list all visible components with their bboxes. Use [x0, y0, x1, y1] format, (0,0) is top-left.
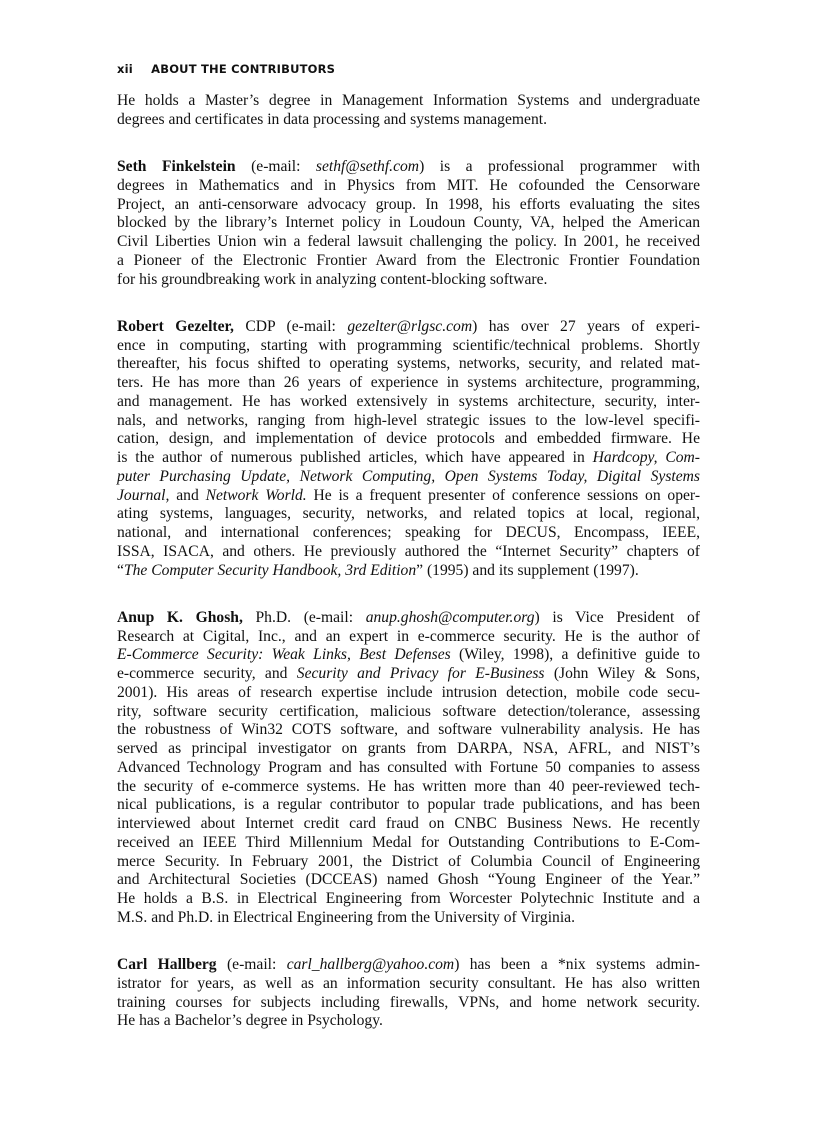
- text-line: [117, 994, 700, 1013]
- text-line: [117, 177, 700, 196]
- text-line: [117, 233, 700, 252]
- text-line: [117, 909, 700, 928]
- text-line: [117, 393, 700, 412]
- italic-text: The Computer Security Handbook, 3rd Edition: [123, 561, 417, 579]
- italic-text: Hardcopy, Com-: [592, 449, 700, 466]
- page-number: xii: [117, 62, 133, 76]
- text-line: [117, 609, 700, 628]
- text-run: and Architectural Societies (DCCEAS) named Ghosh “Young Engineer of the Year.”: [117, 871, 700, 889]
- text-run: (e-mail:: [235, 158, 316, 175]
- italic-text: sethf@sethf.com: [315, 158, 420, 175]
- text-run: cation, design, and implementation of device protocols and embedded firmware. He: [117, 430, 700, 448]
- text-run: ence in computing, starting with programming scientific/technical problems. Shortly: [117, 336, 700, 354]
- text-run: Advanced Technology Program and has consulted with Fortune 50 companies to assess: [117, 758, 700, 776]
- text-run: the security of e-commerce systems. He has written more than 40 peer-reviewed tech-: [117, 777, 700, 795]
- text-run: nals, and networks, ranging from high-level strategic issues to the low-level specifi-: [117, 411, 700, 429]
- contributor-finkelstein: [117, 158, 700, 289]
- text-line: [117, 703, 700, 722]
- text-run: ” (1995) and its supplement (1997).: [416, 561, 639, 579]
- text-line: [117, 815, 700, 834]
- text-run: ) has over 27 years of experi-: [472, 317, 700, 335]
- running-header: [117, 62, 335, 76]
- italic-text: Journal,: [117, 486, 170, 504]
- text-line: [117, 759, 700, 778]
- text-line: [117, 871, 700, 890]
- text-line: [117, 890, 700, 909]
- text-run: received an IEEE Third Millennium Medal for Outstanding Contributions to E-Com-: [117, 833, 700, 851]
- text-run: nical publications, is a regular contributor to popular trade publications, and has been: [117, 796, 700, 814]
- text-run: served as principal investigator on grants from DARPA, NSA, AFRL, and NIST’s: [117, 740, 700, 757]
- text-line: [117, 778, 700, 797]
- text-run: ) is Vice President of: [534, 608, 700, 626]
- italic-text: puter Purchasing Update, Network Computing, Open Systems Today, Digital Systems: [117, 467, 700, 485]
- italic-text: E-Commerce Security: Weak Links, Best Defenses: [117, 646, 451, 664]
- text-run: the robustness of Win32 COTS software, and software vulnerability analysis. He has: [117, 721, 700, 739]
- text-line: [117, 975, 700, 994]
- text-line: [117, 524, 700, 543]
- text-run: M.S. and Ph.D. in Electrical Engineering from the University of Virginia.: [117, 908, 575, 926]
- text-line: [117, 1012, 700, 1031]
- contributor-name: Seth Finkelstein: [117, 158, 236, 175]
- text-line: [117, 543, 700, 562]
- text-run: “: [117, 561, 124, 579]
- text-line: [117, 374, 700, 393]
- text-run: Research at Cigital, Inc., and an expert in e-commerce security. He is the author of: [117, 627, 700, 645]
- text-line: [117, 796, 700, 815]
- text-run: ) has been a *nix systems admin-: [454, 956, 701, 973]
- text-line: [117, 834, 700, 853]
- text-line: [117, 355, 700, 374]
- contributor-ghosh: [117, 609, 700, 928]
- text-run: Project, an anti-censorware advocacy group. In 1998, his efforts evaluating the sites: [117, 195, 700, 213]
- text-run: He holds a Master’s degree in Management Information Systems and undergraduate: [117, 92, 700, 109]
- text-run: istrator for years, as well as an information security consultant. He has also written: [117, 974, 700, 992]
- contributor-hallberg: [117, 956, 700, 1031]
- text-run: thereafter, his focus shifted to operating systems, networks, security, and related mat-: [117, 355, 700, 373]
- text-line: [117, 318, 700, 337]
- document-body: [117, 92, 700, 1060]
- text-line: [117, 684, 700, 703]
- text-run: ters. He has more than 26 years of experience in systems architecture, programming,: [117, 374, 700, 391]
- intro-paragraph: [117, 92, 700, 130]
- text-line: [117, 487, 700, 506]
- text-line: [117, 252, 700, 271]
- text-line: [117, 449, 700, 468]
- italic-text: gezelter@rlgsc.com: [347, 317, 473, 335]
- text-run: rity, software security certification, malicious software detection/tolerance, assessing: [117, 702, 700, 720]
- running-header-title: ABOUT THE CONTRIBUTORS: [151, 62, 336, 76]
- text-line: [117, 665, 700, 684]
- italic-text: carl_hallberg@yahoo.com: [286, 956, 455, 973]
- text-run: ISSA, ISACA, and others. He previously authored the “Internet Security” chapters of: [117, 542, 700, 560]
- text-run: degrees in Mathematics and in Physics from MIT. He cofounded the Censorware: [117, 176, 700, 194]
- text-run: training courses for subjects including firewalls, VPNs, and home network security.: [117, 993, 700, 1011]
- text-run: CDP (e-mail:: [233, 317, 348, 335]
- text-line: [117, 196, 700, 215]
- text-run: ating systems, languages, security, networks, and related topics at local, regional,: [117, 505, 700, 523]
- text-run: and management. He has worked extensively in systems architecture, security, inter-: [117, 392, 700, 410]
- text-run: (Wiley, 1998), a definitive guide to: [450, 646, 700, 664]
- text-line: [117, 505, 700, 524]
- text-line: [117, 214, 700, 233]
- text-run: interviewed about Internet credit card fraud on CNBC Business News. He recently: [117, 815, 700, 832]
- text-run: a Pioneer of the Electronic Frontier Award from the Electronic Frontier Foundation: [117, 251, 700, 269]
- text-run: He has a Bachelor’s degree in Psychology.: [117, 1012, 383, 1030]
- text-line: [117, 158, 700, 177]
- text-run: e-commerce security, and: [117, 665, 297, 682]
- text-line: [117, 412, 700, 431]
- text-line: [117, 271, 700, 290]
- text-run: ) is a professional programmer with: [419, 158, 700, 175]
- text-run: He is a frequent presenter of conference sessions on oper-: [306, 486, 701, 504]
- text-line: [117, 646, 700, 665]
- italic-text: Security and Privacy for E-Business: [296, 665, 545, 682]
- text-run: degrees and certificates in data processing and systems management.: [117, 110, 547, 128]
- contributor-name: Anup K. Ghosh,: [117, 608, 243, 626]
- text-run: merce Security. In February 2001, the District of Columbia Council of Engineering: [117, 852, 700, 870]
- text-run: He holds a B.S. in Electrical Engineering from Worcester Polytechnic Institute and a: [117, 890, 700, 907]
- text-run: (e-mail:: [216, 956, 287, 973]
- text-line: [117, 956, 700, 975]
- text-run: is the author of numerous published articles, which have appeared in: [117, 449, 593, 466]
- text-line: [117, 430, 700, 449]
- text-run: national, and international conferences; speaking for DECUS, Encompass, IEEE,: [117, 524, 700, 541]
- text-line: [117, 468, 700, 487]
- text-line: [117, 740, 700, 759]
- text-line: [117, 628, 700, 647]
- text-line: [117, 337, 700, 356]
- text-run: Ph.D. (e-mail:: [242, 608, 366, 626]
- text-line: [117, 721, 700, 740]
- text-run: (John Wiley & Sons,: [544, 665, 700, 682]
- italic-text: Network World.: [205, 486, 307, 504]
- text-line: [117, 853, 700, 872]
- contributor-gezelter: [117, 318, 700, 581]
- contributor-name: Carl Hallberg: [117, 956, 217, 973]
- text-line: [117, 111, 700, 130]
- text-line: [117, 562, 700, 581]
- contributor-name: Robert Gezelter,: [117, 317, 234, 335]
- text-run: blocked by the library’s Internet policy in Loudoun County, VA, helped the American: [117, 214, 700, 232]
- text-run: and: [169, 486, 206, 504]
- italic-text: anup.ghosh@computer.org: [365, 608, 535, 626]
- text-run: Civil Liberties Union win a federal lawsuit challenging the policy. In 2001, he received: [117, 233, 700, 250]
- text-line: [117, 92, 700, 111]
- text-run: 2001). His areas of research expertise include intrusion detection, mobile code secu-: [117, 683, 700, 701]
- text-run: for his groundbreaking work in analyzing content-blocking software.: [117, 270, 548, 288]
